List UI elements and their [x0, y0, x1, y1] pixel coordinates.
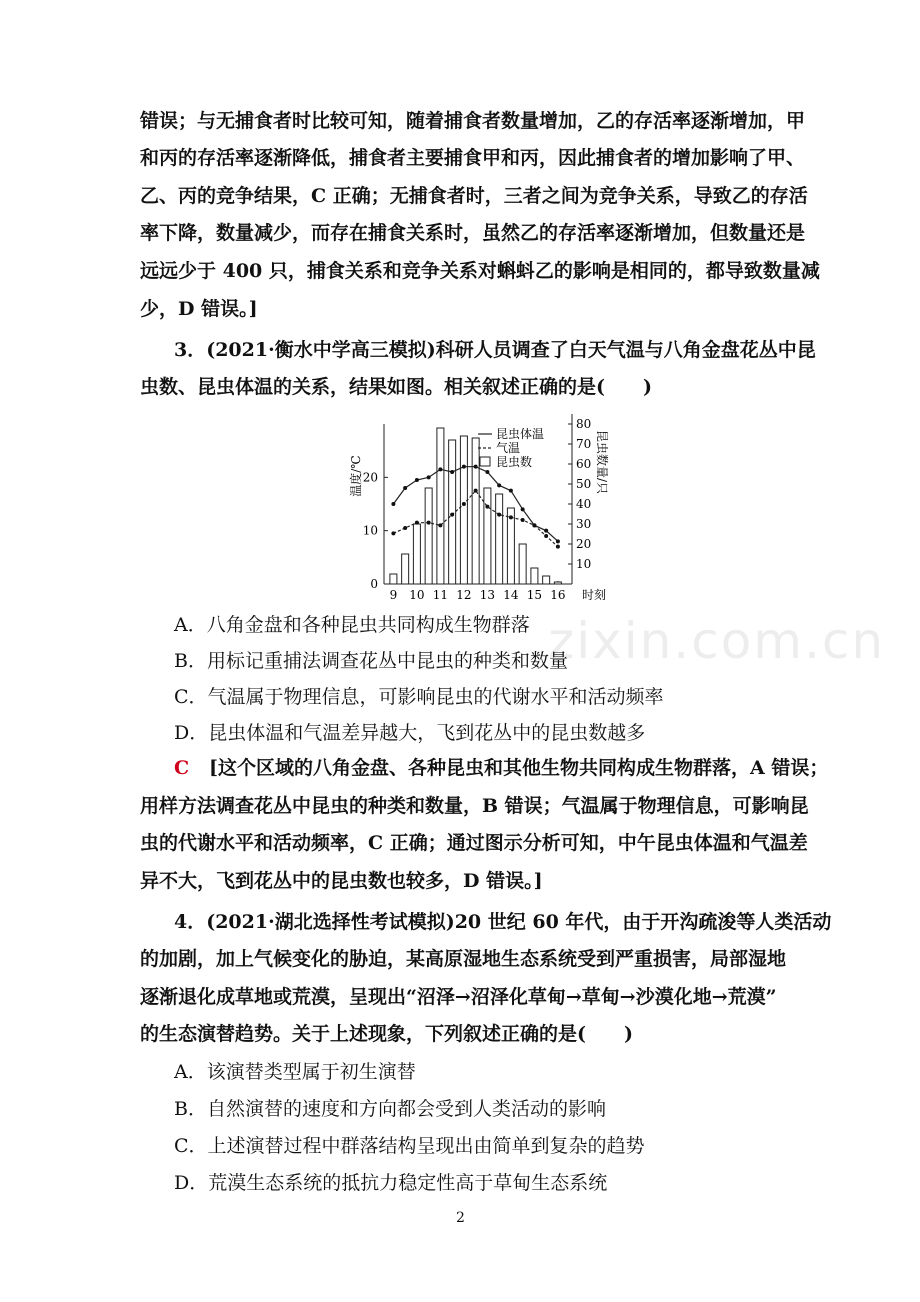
- insect-count-bar: [496, 494, 503, 584]
- air-temp-point: [427, 521, 431, 525]
- x-tick-label: 10: [409, 588, 425, 602]
- right-tick-label: 50: [576, 477, 592, 491]
- q2-line-5: 远远少于 400 只，捕食关系和竞争关系对蝌蚪乙的影响是相同的，都导致数量减: [140, 260, 820, 282]
- air-temp-point: [497, 513, 501, 517]
- insect-temperature-chart: [0, 0, 920, 640]
- insect-temp-point: [485, 470, 489, 474]
- q3-option-a: A．八角金盘和各种昆虫共同构成生物群落: [174, 614, 530, 636]
- insect-count-bar: [507, 508, 514, 584]
- insect-count-bar: [390, 574, 397, 584]
- q2-line-6: 少，D 错误。]: [140, 298, 258, 320]
- insect-count-bar: [531, 568, 538, 584]
- insect-temp-point: [509, 489, 513, 493]
- insect-temp-point: [521, 507, 525, 511]
- watermark: zixin.com.cn: [548, 612, 886, 670]
- q3-explanation-3: 虫的代谢水平和活动频率，C 正确；通过图示分析可知，中午昆虫体温和气温差: [140, 832, 808, 854]
- air-temp-point: [521, 518, 525, 522]
- x-tick-label: 14: [503, 588, 519, 602]
- x-tick-label: 16: [550, 588, 566, 602]
- insect-temp-point: [474, 465, 478, 469]
- left-tick-label: 10: [362, 523, 378, 538]
- q4-option-c: C．上述演替过程中群落结构呈现出由简单到复杂的趋势: [174, 1135, 645, 1157]
- right-axis-label: 昆虫数量/只: [595, 429, 609, 495]
- insect-temp-point: [450, 470, 454, 474]
- air-temp-point: [450, 513, 454, 517]
- right-tick-label: 10: [576, 557, 592, 571]
- legend-insect-temp-label: 昆虫体温: [496, 427, 545, 441]
- air-temp-point: [438, 523, 442, 527]
- left-tick-label: 0: [370, 577, 378, 591]
- air-temp-point: [474, 489, 478, 493]
- right-tick-label: 40: [576, 497, 592, 511]
- q4-option-b: B．自然演替的速度和方向都会受到人类活动的影响: [174, 1098, 606, 1120]
- q2-line-3: 乙、丙的竞争结果，C 正确；无捕食者时，三者之间为竞争关系，导致乙的存活: [140, 185, 808, 207]
- air-temp-point: [403, 526, 407, 530]
- x-axis-label: 时刻: [582, 588, 607, 602]
- insect-count-bar: [484, 488, 491, 584]
- insect-temp-point: [556, 539, 560, 543]
- insect-count-bar: [413, 524, 420, 584]
- q3-option-c: C．气温属于物理信息，可影响昆虫的代谢水平和活动频率: [174, 686, 664, 708]
- q4-option-a: A．该演替类型属于初生演替: [174, 1061, 416, 1083]
- air-temp-point: [509, 515, 513, 519]
- q3-stem-1: 3．(2021·衡水中学高三模拟)科研人员调查了白天气温与八角金盘花丛中昆: [174, 339, 816, 361]
- right-tick-label: 70: [576, 437, 592, 451]
- insect-count-bar: [449, 440, 456, 584]
- insect-count-bar: [460, 436, 467, 584]
- air-temp-point: [532, 523, 536, 527]
- q3-explanation-1: [174, 759, 828, 778]
- legend-air-temp-label: 气温: [496, 441, 521, 455]
- right-tick-label: 30: [576, 517, 592, 531]
- insect-count-bar: [402, 554, 409, 584]
- air-temp-point: [485, 505, 489, 509]
- q4-stem-3: 逐渐退化成草地或荒漠，呈现出“沼泽→沼泽化草甸→草甸→沙漠化地→荒漠”: [140, 986, 777, 1008]
- insect-count-bar: [472, 438, 479, 584]
- air-temp-point: [462, 502, 466, 506]
- air-temp-point: [391, 531, 395, 535]
- q3-option-d: D．昆虫体温和气温差异越大，飞到花丛中的昆虫数越多: [174, 722, 646, 744]
- insect-count-bar: [543, 576, 550, 584]
- q2-line-4: 率下降，数量减少，而存在捕食关系时，虽然乙的存活率逐渐增加，但数量还是: [140, 222, 806, 244]
- air-temp-point: [544, 534, 548, 538]
- right-tick-label: 60: [576, 457, 592, 471]
- x-tick-label: 11: [432, 588, 449, 602]
- x-tick-label: 13: [479, 588, 496, 602]
- q4-stem-2: 的加剧，加上气候变化的胁迫，某高原湿地生态系统受到严重损害，局部湿地: [140, 948, 787, 970]
- right-tick-label: 20: [576, 537, 592, 551]
- q4-option-d: D．荒漠生态系统的抵抗力稳定性高于草甸生态系统: [174, 1172, 608, 1194]
- air-temp-point: [415, 521, 419, 525]
- insect-count-bar: [425, 488, 432, 584]
- q3-explanation-4: 异不大，飞到花丛中的昆虫数也较多，D 错误。]: [140, 870, 543, 892]
- q4-stem-4: 的生态演替趋势。关于上述现象，下列叙述正确的是( ): [140, 1023, 633, 1045]
- insect-temp-point: [462, 465, 466, 469]
- q3-explanation-2: 用样方法调查花丛中昆虫的种类和数量，B 错误；气温属于物理信息，可影响昆: [140, 795, 809, 817]
- air-temp-point: [556, 545, 560, 549]
- insect-temp-point: [544, 529, 548, 533]
- x-tick-label: 12: [456, 588, 472, 602]
- q2-line-2: 和丙的存活率逐渐降低，捕食者主要捕食甲和丙，因此捕食者的增加影响了甲、: [140, 147, 806, 169]
- insect-count-bar: [519, 544, 526, 584]
- left-axis-label: 温度/℃: [349, 455, 363, 497]
- q3-explanation-1-text: [这个区域的八角金盘、各种昆虫和其他生物共同构成生物群落，A 错误；: [208, 757, 829, 779]
- insect-count-bar: [437, 428, 444, 584]
- legend-insect-count-swatch: [480, 457, 490, 466]
- q2-line-1: 错误；与无捕食者时比较可知，随着捕食者数量增加，乙的存活率逐渐增加，甲: [140, 110, 806, 132]
- x-tick-label: 9: [389, 588, 398, 602]
- legend-insect-count-label: 昆虫数: [496, 455, 533, 469]
- insect-temp-point: [391, 502, 395, 506]
- q4-stem-1: 4．(2021·湖北选择性考试模拟)20 世纪 60 年代，由于开沟疏浚等人类活动: [174, 911, 832, 933]
- insect-count-bar: [554, 582, 561, 584]
- insect-temp-point: [497, 483, 501, 487]
- right-tick-label: 80: [576, 417, 592, 431]
- insect-temp-point: [438, 467, 442, 471]
- x-tick-label: 15: [526, 588, 543, 602]
- insect-temp-point: [427, 475, 431, 479]
- q3-answer-letter: C: [174, 757, 190, 779]
- left-tick-label: 20: [362, 470, 378, 485]
- q3-option-b: B．用标记重捕法调查花丛中昆虫的种类和数量: [174, 650, 568, 672]
- q3-stem-2: 虫数、昆虫体温的关系，结果如图。相关叙述正确的是( ): [140, 376, 652, 398]
- page-number: 2: [456, 1210, 465, 1226]
- insect-temp-point: [415, 478, 419, 482]
- insect-temp-point: [403, 486, 407, 490]
